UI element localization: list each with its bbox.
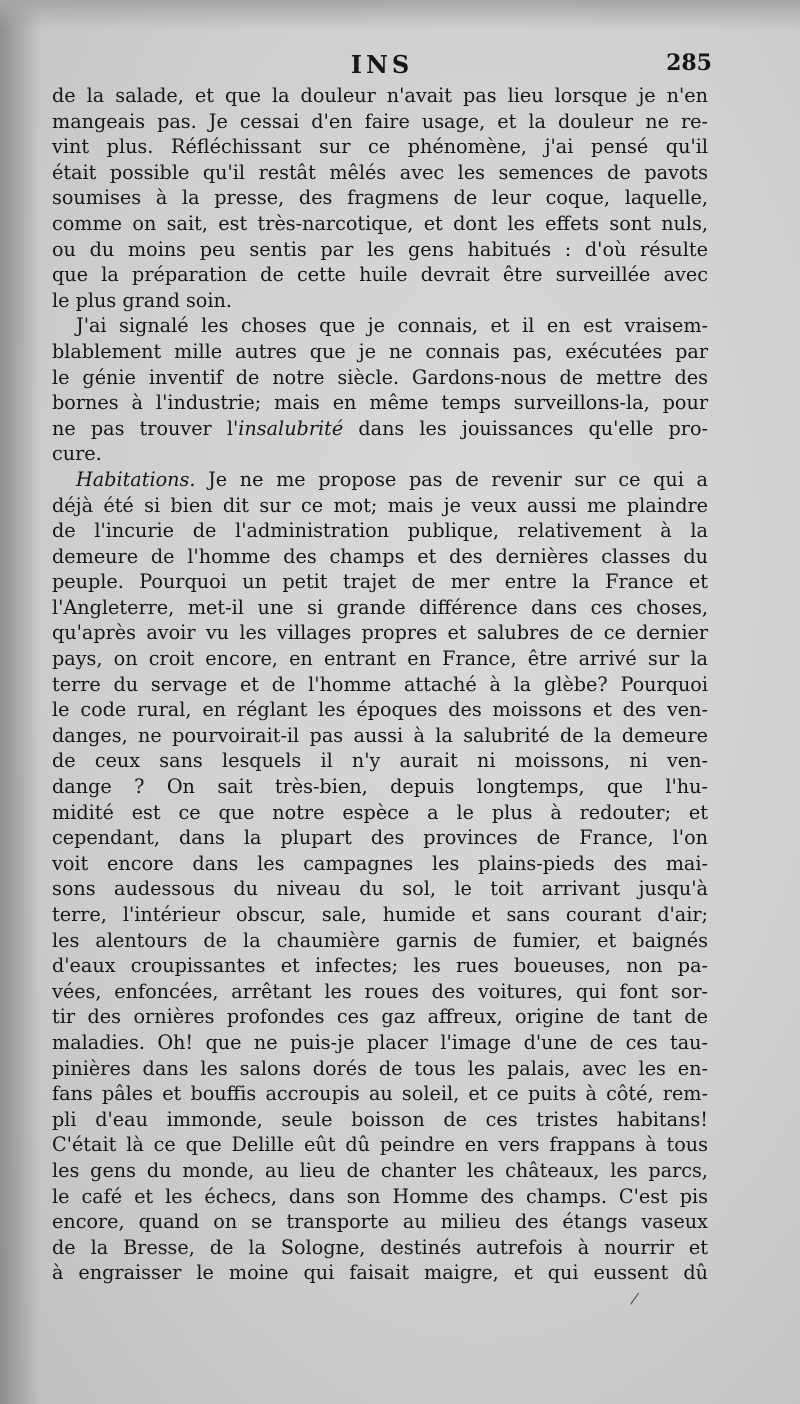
text-line: soumises à la presse, des fragmens de leur coque, laquelle, <box>52 186 708 210</box>
text-line: de ceux sans lesquels il n'y aurait ni moissons, ni ven- <box>52 749 708 773</box>
text-line: cependant, dans la plupart des provinces de France, l'on <box>52 826 708 850</box>
text-line: blablement mille autres que je ne connais pas, exécutées par <box>52 339 708 363</box>
text-line: l'Angleterre, met-il une si grande différence dans ces choses, <box>52 595 708 619</box>
text-line: à engraisser le moine qui faisait maigre, et qui eussent dû <box>52 1261 708 1285</box>
text-line: de la Bresse, de la Sologne, destinés autrefois à nourrir et <box>52 1235 708 1259</box>
text-line: encore, quand on se transporte au milieu des étangs vaseux <box>52 1210 708 1234</box>
text-line: les alentours de la chaumière garnis de fumier, et baignés <box>52 928 708 952</box>
text-line: Habitations. Je ne me propose pas de revenir sur ce qui a <box>76 467 708 491</box>
ink-mark <box>630 1293 640 1306</box>
italic-term: Habitations. <box>76 467 196 491</box>
text-line: peuple. Pourquoi un petit trajet de mer entre la France et <box>52 570 708 594</box>
text-line: maladies. Oh! que ne puis-je placer l'image d'une de ces tau- <box>52 1030 708 1054</box>
text-line: danges, ne pourvoirait-il pas aussi à la salubrité de la demeure <box>52 723 708 747</box>
text-line: que la préparation de cette huile devrait être surveillée avec <box>52 263 708 287</box>
text-line: déjà été si bien dit sur ce mot; mais je veux aussi me plaindre <box>52 493 708 517</box>
text-line: bornes à l'industrie; mais en même temps surveillons-la, pour <box>52 391 708 415</box>
text-line: tir des ornières profondes ces gaz affreux, origine de tant de <box>52 1005 708 1029</box>
text-line: vées, enfoncées, arrêtant les roues des voitures, qui font sor- <box>52 979 708 1003</box>
text-line: J'ai signalé les choses que je connais, et il en est vraisem- <box>76 314 708 338</box>
running-head <box>52 50 712 84</box>
text-line: ou du moins peu sentis par les gens habitués : d'où résulte <box>52 237 708 261</box>
text-line: sons audessous du niveau du sol, le toit arrivant jusqu'à <box>52 877 708 901</box>
text-line: comme on sait, est très-narcotique, et dont les effets sont nuls, <box>52 211 708 235</box>
body-text <box>52 83 708 1286</box>
text-line: le plus grand soin. <box>52 288 232 312</box>
text-line: le café et les échecs, dans son Homme des champs. C'est pis <box>52 1184 708 1208</box>
text-line: terre, l'intérieur obscur, sale, humide et sans courant d'air; <box>52 903 708 926</box>
text-line: C'était là ce que Delille eût dû peindre en vers frappans à tous <box>52 1133 708 1157</box>
text-line: vint plus. Réfléchissant sur ce phénomène, j'ai pensé qu'il <box>52 135 708 159</box>
text-line: voit encore dans les campagnes les plains-pieds des mai- <box>52 851 708 875</box>
text-line: le code rural, en réglant les époques des moissons et des ven- <box>52 698 708 722</box>
text-line: de l'incurie de l'administration publique, relativement à la <box>52 519 708 543</box>
text-line: était possible qu'il restât mêlés avec les semences de pavots <box>52 160 708 184</box>
text-line: terre du servage et de l'homme attaché à la glèbe? Pourquoi <box>52 672 708 696</box>
text-line: cure. <box>52 442 102 466</box>
text-line: pli d'eau immonde, seule boisson de ces tristes habitans! <box>52 1107 708 1131</box>
page-number: 285 <box>666 50 712 76</box>
text-line: demeure de l'homme des champs et des dernières classes du <box>52 544 708 568</box>
text-line: qu'après avoir vu les villages propres et salubres de ce dernier <box>52 621 708 645</box>
text-line: d'eaux croupissantes et infectes; les rues boueuses, non pa- <box>52 954 708 978</box>
text-line: les gens du monde, au lieu de chanter les châteaux, les parcs, <box>52 1158 708 1182</box>
text-line: dange ? On sait très-bien, depuis longtemps, que l'hu- <box>52 775 708 799</box>
text-line: ne pas trouver l'insalubrité dans les jouissances qu'elle pro- <box>52 416 708 440</box>
running-title: INS <box>350 50 414 79</box>
text-line: pinières dans les salons dorés de tous les palais, avec les en- <box>52 1056 708 1080</box>
italic-term: insalubrité <box>238 416 344 440</box>
text-line: fans pâles et bouffis accroupis au soleil, et ce puits à côté, rem- <box>52 1082 708 1106</box>
text-line: pays, on croit encore, en entrant en France, être arrivé sur la <box>52 647 708 671</box>
text-line: midité est ce que notre espèce a le plus à redouter; et <box>52 800 708 824</box>
text-line: mangeais pas. Je cessai d'en faire usage, et la douleur ne re- <box>52 109 708 133</box>
text-line: de la salade, et que la douleur n'avait pas lieu lorsque je n'en <box>52 84 708 107</box>
text-line: le génie inventif de notre siècle. Gardons-nous de mettre des <box>52 365 708 389</box>
